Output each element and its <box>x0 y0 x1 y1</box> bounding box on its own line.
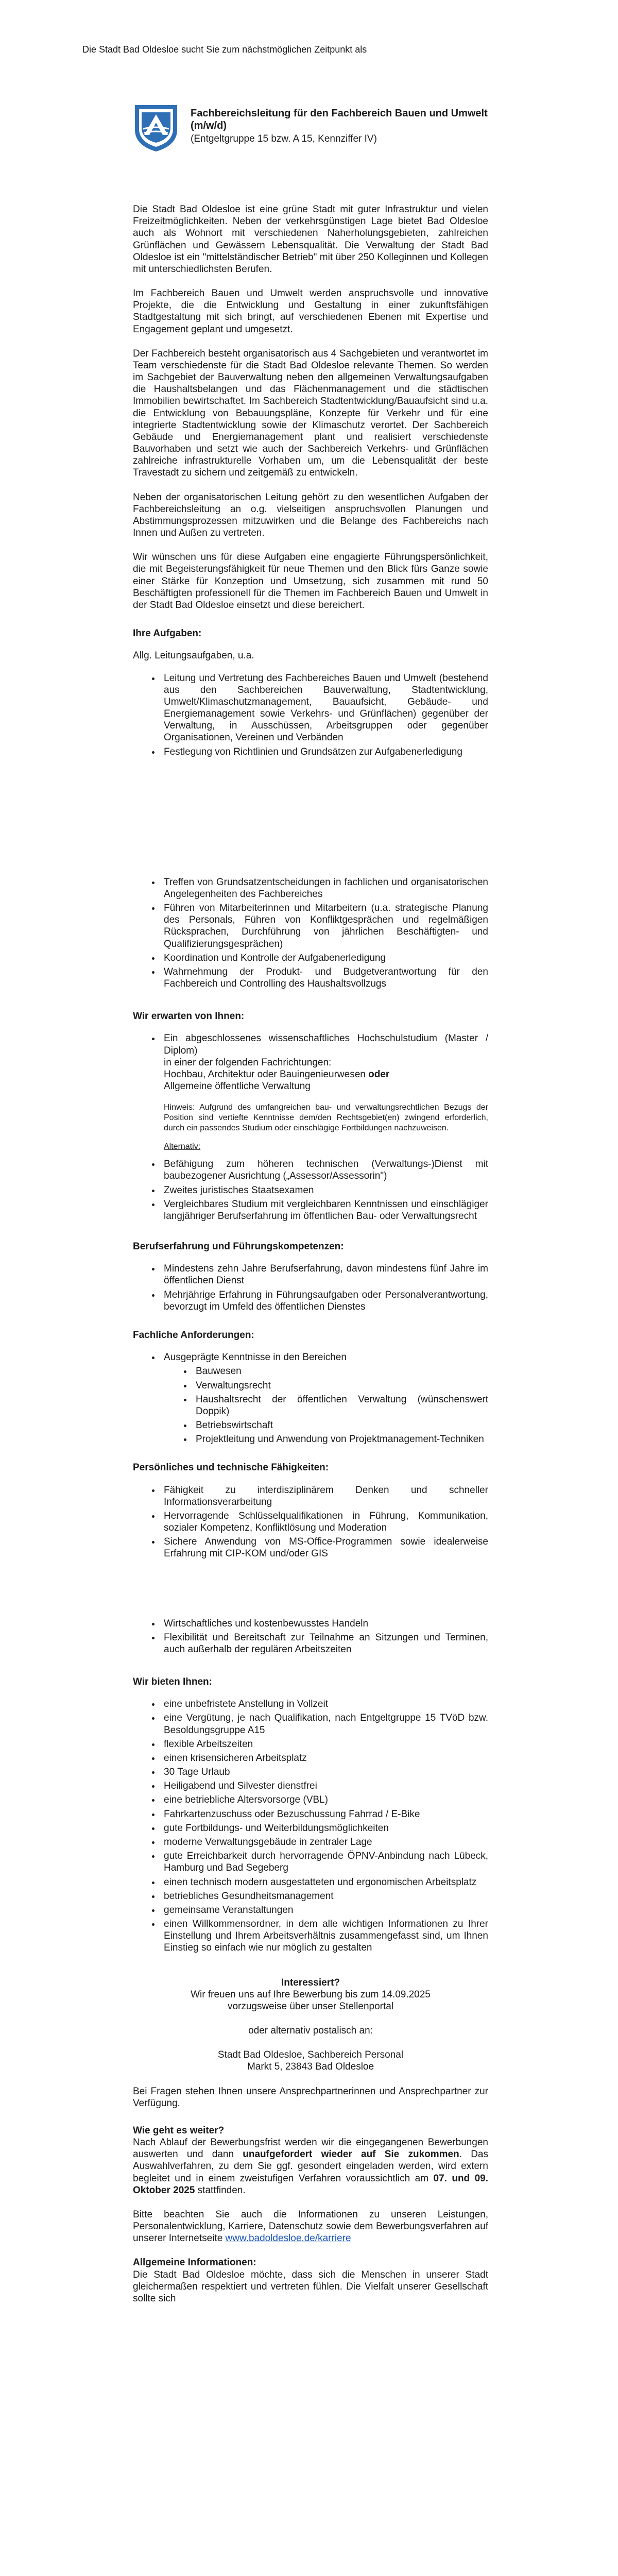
degree-line: in einer der folgenden Fachrichtungen: <box>164 1057 332 1068</box>
apply-postal: oder alternativ postalisch an: <box>248 2025 373 2037</box>
next-heading: Wie geht es weiter? <box>133 2125 225 2136</box>
list-item: • betriebliches Gesundheitsmanagement <box>161 1890 488 1902</box>
list-item: • eine betriebliche Altersvorsorge (VBL) <box>161 1794 488 1806</box>
list-item: • Wahrnehmung der Produkt- und Budgetverantwortung für den Fachbereich und Controlling des Haushaltsvollzugs <box>161 966 488 990</box>
paragraph-department: Im Fachbereich Bauen und Umwelt werden anspruchsvolle und innovative Projekte, die die Entwicklung und Gestaltung in einer zukunftsfähigen Stadtgestaltung mit sich bringt, auf verschiedenen Ebenen mit Expertise und Engagement geplant und umgesetzt. <box>133 288 488 335</box>
list-item <box>161 1032 488 1092</box>
personal-list-2 <box>133 1618 488 1656</box>
job-title-line1: Fachbereichsleitung für den Fachbereich Bauen und Umwelt <box>191 108 488 119</box>
experience-list <box>133 1263 488 1313</box>
list-item <box>161 1351 488 1445</box>
degree-line: Allgemeine öffentliche Verwaltung <box>164 1081 311 1092</box>
job-title-line2: (m/w/d) <box>191 120 227 131</box>
expect-list-2 <box>133 1158 488 1222</box>
next-bold-1: unaufgefordert wieder auf Sie zukommen <box>243 2149 459 2160</box>
paragraph-leadership: Neben der organisatorischen Leitung gehört zu den wesentlichen Aufgaben der Fachbereichsleitung an o.g. vielseitigen anspruchsvollen Planungen und Abstimmungsprozessen mitzuwirken und die Belange des Fachbereichs nach Innen und Außen zu vertreten. <box>133 492 488 539</box>
apply-portal: vorzugsweise über unser Stellenportal <box>227 2001 394 2012</box>
city-logo-icon <box>133 103 179 152</box>
info-text: Bitte beachten Sie auch die Informationen zu unseren Leistungen, Personalentwicklung, Karriere, Datenschutz sowie dem Bewerbungsverfahren auf unserer Internetseite www.badoldesloe.de/karriere <box>133 2209 488 2244</box>
paragraph-structure: Der Fachbereich besteht organisatorisch aus 4 Sachgebieten und verantwortet im Team verschiedenste für die Stadt Bad Oldesloe relevante Themen. So werden im Sachgebiet der Bauverwaltung neben den allgemeinen Verwaltungsaufgaben die Haushaltsbelangen und das Flächenmanagement und die städtischen Immobilien bewirtschaftet. Im Sachbereich Stadtentwicklung/Bauaufsicht sind u.a. die Entwicklung von Bebauungspläne, Konzepte für Verkehr und für eine integrierte Stadtentwicklung sowie der Klimaschutz verortet. Der Sachbereich Gebäude und Energiemanagement plant und realisiert verschiedenste Bauvorhaben und setzt wie auch der Sachbereich Verkehrs- und Grünflächen zahlreiche infrastrukturelle Vorhaben um, um die Lebensqualität der beste Travestadt zu sichern und zeitgemäß zu entwickeln. <box>133 348 488 479</box>
next-bold-2: 07. und 09. Oktober 2025 <box>133 2173 489 2196</box>
list-item: • Betriebswirtschaft <box>193 1419 488 1431</box>
career-link[interactable]: www.badoldesloe.de/karriere <box>225 2233 351 2244</box>
job-title <box>191 107 488 132</box>
list-item: • einen Willkommensordner, in dem alle wichtigen Informationen zu Ihrer Einstellung und Ihrem Arbeitsverhältnis zusammengefasst sind, um Ihnen Einstieg so einfach wie nur möglich zu gestalten <box>161 1918 488 1954</box>
list-item: • Vergleichbares Studium mit vergleichbaren Kenntnissen und einschlägiger langjähriger Berufserfahrung im öffentlichen Bau- oder Verwaltungsrecht <box>161 1198 488 1222</box>
list-item: • gute Erreichbarkeit durch hervorragende ÖPNV-Anbindung nach Lübeck, Hamburg und Bad Segeberg <box>161 1850 488 1874</box>
alternative-label: Alternativ: <box>164 1142 201 1151</box>
specialist-heading: Fachliche Anforderungen: <box>133 1330 254 1341</box>
list-item: • Leitung und Vertretung des Fachbereiches Bauen und Umwelt (bestehend aus den Sachbereichen Bauverwaltung, Stadtentwicklung, Umwelt/Klimaschutzmanagement, Bauaufsicht, Gebäude- und Energiemanagement sowie Verkehrs- und Grünflächen) gegenüber der Verwaltung, in Ausschüssen, Arbeitsgruppen oder gegenüber Organisationen, Vereinen und Verbänden <box>161 672 488 744</box>
list-item: • Mindestens zehn Jahre Berufserfahrung, davon mindestens fünf Jahre im öffentlichen Dienst <box>161 1263 488 1286</box>
list-item: • Verwaltungsrecht <box>193 1380 488 1392</box>
address-line: Markt 5, 23843 Bad Oldesloe <box>247 2061 374 2073</box>
experience-heading: Berufserfahrung und Führungskompetenzen: <box>133 1241 344 1252</box>
list-item: • moderne Verwaltungsgebäude in zentraler Lage <box>161 1836 488 1848</box>
blank-gap <box>133 1570 488 1618</box>
list-item: • gute Fortbildungs- und Weiterbildungsmöglichkeiten <box>161 1822 488 1834</box>
paragraph-wishes: Wir wünschen uns für diese Aufgaben eine engagierte Führungspersönlichkeit, die mit Begeisterungsfähigkeit für neue Themen und den Blick fürs Ganze sowie einer Stärke für Konzeption und Umsetzung, sich zusammen mit rund 50 Beschäftigten professionell für die Themen im Fachbereich Bauen und Umwelt in der Stadt Bad Oldesloe einsetzt und diese bereichert. <box>133 552 488 611</box>
personal-list-1 <box>133 1484 488 1560</box>
degree-line <box>164 1069 488 1080</box>
degree-line: • Ein abgeschlossenes wissenschaftliches Hochschulstudium (Master / Diplom) <box>164 1033 488 1056</box>
expect-list-1 <box>133 1032 488 1092</box>
tasks-heading: Ihre Aufgaben: <box>133 628 202 639</box>
list-item: • Fahrkartenzuschuss oder Bezuschussung Fahrrad / E-Bike <box>161 1808 488 1820</box>
list-item: • flexible Arbeitszeiten <box>161 1738 488 1750</box>
contact-text: Bei Fragen stehen Ihnen unsere Ansprechpartnerinnen und Ansprechpartner zur Verfügung. <box>133 2086 488 2109</box>
list-item: • Projektleitung und Anwendung von Projektmanagement-Techniken <box>193 1433 488 1445</box>
list-item: • Treffen von Grundsatzentscheidungen in fachlichen und organisatorischen Angelegenheiten des Fachbereiches <box>161 876 488 900</box>
paragraph-city: Die Stadt Bad Oldesloe ist eine grüne Stadt mit guter Infrastruktur und vielen Freizeitmöglichkeiten. Neben der verkehrsgünstigen Lage bietet Bad Oldesloe auch als Wohnort mit verschiedenen Naherholungsgebieten, zahlreichen Grünflächen und Gewässern Lebensqualität. Die Verwaltung der Stadt Bad Oldesloe ist ein "mittelständischer Betrieb" mit über 250 Kolleginnen und Kollegen mit unterschiedlichsten Berufen. <box>133 204 488 275</box>
degree-fields: Hochbau, Architektur oder Bauingenieurwesen <box>164 1069 369 1080</box>
general-text: Die Stadt Bad Oldesloe möchte, dass sich die Menschen in unserer Stadt gleichermaßen respektiert und vertreten fühlen. Die Vielfalt unserer Gesellschaft sollte sich <box>133 2269 488 2304</box>
list-item: • Haushaltsrecht der öffentlichen Verwaltung (wünschenswert Doppik) <box>193 1394 488 1417</box>
degree-or: oder <box>368 1069 390 1080</box>
list-item: • einen krisensicheren Arbeitsplatz <box>161 1752 488 1764</box>
list-item: • Wirtschaftliches und kostenbewusstes Handeln <box>161 1618 488 1630</box>
job-subtitle: (Entgeltgruppe 15 bzw. A 15, Kennziffer IV) <box>191 133 377 144</box>
blank-gap <box>133 768 488 876</box>
list-item: • Hervorragende Schlüsselqualifikationen in Führung, Kommunikation, sozialer Kompetenz, Konfliktlösung und Moderation <box>161 1510 488 1534</box>
next-text: Nach Ablauf der Bewerbungsfrist werden wir die eingegangenen Bewerbungen auswerten und dann unaufgefordert wieder auf Sie zukommen. Das Auswahlverfahren, zu dem Sie ggf. gesondert eingeladen werden, wird extern begleitet und in einem zweistufigen Verfahren voraussichtlich am 07. und 09. Oktober 2025 stattfinden. <box>133 2137 489 2196</box>
list-item: • gemeinsame Veranstaltungen <box>161 1904 488 1916</box>
list-item: • Bauwesen <box>193 1365 488 1377</box>
intro-line: Die Stadt Bad Oldesloe sucht Sie zum nächstmöglichen Zeitpunkt als <box>82 44 367 55</box>
job-body <box>133 204 488 2317</box>
list-item: • Flexibilität und Bereitschaft zur Teilnahme an Sitzungen und Terminen, auch außerhalb der regulären Arbeitszeiten <box>161 1632 488 1655</box>
list-item: • Zweites juristisches Staatsexamen <box>161 1184 488 1196</box>
personal-heading: Persönliches und technische Fähigkeiten: <box>133 1462 329 1473</box>
list-item: • Mehrjährige Erfahrung in Führungsaufgaben oder Personalverantwortung, bevorzugt im Umfeld des öffentlichen Dienstes <box>161 1289 488 1313</box>
list-item: • Heiligabend und Silvester dienstfrei <box>161 1780 488 1792</box>
list-item: • Befähigung zum höheren technischen (Verwaltungs-)Dienst mit baubezogener Ausrichtung („Assessor/Assessorin") <box>161 1158 488 1182</box>
list-item: • Festlegung von Richtlinien und Grundsätzen zur Aufgabenerledigung <box>161 746 488 758</box>
list-item: • einen technisch modern ausgestatteten und ergonomischen Arbeitsplatz <box>161 1876 488 1888</box>
tasks-list-1 <box>133 672 488 758</box>
offer-list <box>133 1698 488 1954</box>
specialist-sublist <box>164 1365 488 1445</box>
list-item: • Sichere Anwendung von MS-Office-Programmen sowie idealerweise Erfahrung mit CIP-KOM und/oder GIS <box>161 1536 488 1560</box>
list-item: • eine unbefristete Anstellung in Vollzeit <box>161 1698 488 1710</box>
apply-deadline: Wir freuen uns auf Ihre Bewerbung bis zum 14.09.2025 <box>191 1989 431 2000</box>
list-item: • Fähigkeit zu interdisziplinärem Denken und schneller Informationsverarbeitung <box>161 1484 488 1508</box>
list-item: • Koordination und Kontrolle der Aufgabenerledigung <box>161 952 488 964</box>
address-line: Stadt Bad Oldesloe, Sachbereich Personal <box>217 2049 404 2061</box>
apply-block <box>133 1977 488 2073</box>
expect-heading: Wir erwarten von Ihnen: <box>133 1011 245 1022</box>
expect-note: Hinweis: Aufgrund des umfangreichen bau- und verwaltungsrechtlichen Bezugs der Position sind vertiefte Kenntnisse dem/den Rechtsgebiet(en) zwingend erforderlich, durch ein passendes Studium oder einschlägige Fortbildungen nachzuweisen. <box>164 1103 488 1133</box>
tasks-list-2 <box>133 876 488 990</box>
offer-heading: Wir bieten Ihnen: <box>133 1676 212 1688</box>
list-item: • 30 Tage Urlaub <box>161 1766 488 1778</box>
tasks-intro: Allg. Leitungsaufgaben, u.a. <box>133 650 254 662</box>
general-heading: Allgemeine Informationen: <box>133 2257 256 2268</box>
list-item: • Führen von Mitarbeiterinnen und Mitarbeitern (u.a. strategische Planung des Personals, Führen von Konfliktgesprächen und regelmäßigen Rückspracheп, Durchführung von jährlichen Beschäftigten- und Qualifizierungsgesprächen) <box>161 902 488 950</box>
specialist-list <box>133 1351 488 1445</box>
job-header <box>133 103 493 155</box>
interested-heading: Interessiert? <box>281 1977 340 1988</box>
list-item: • eine Vergütung, je nach Qualifikation, nach Entgeltgruppe 15 TVöD bzw. Besoldungsgruppe A15 <box>161 1712 488 1736</box>
specialist-item: Ausgeprägte Kenntnisse in den Bereichen <box>164 1352 347 1363</box>
